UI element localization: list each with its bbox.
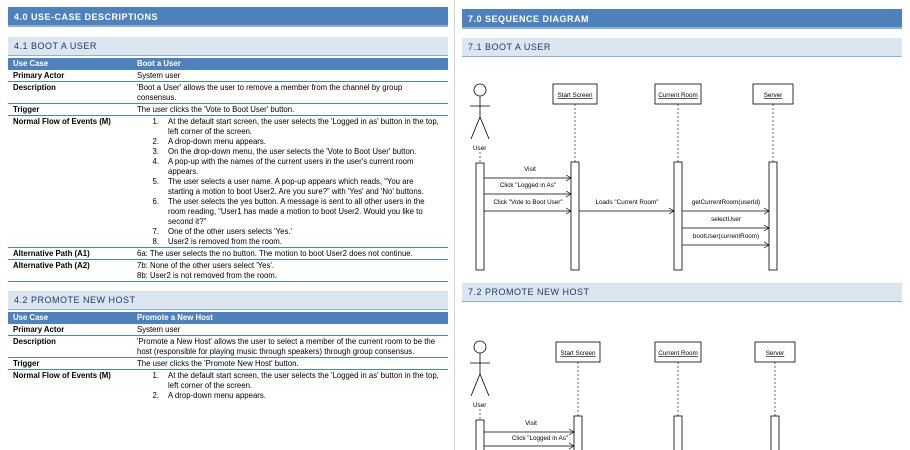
row-value: The user clicks the 'Promote New Host' button. <box>132 358 448 370</box>
activation-start-screen <box>571 162 579 270</box>
actor-label: User <box>473 145 487 152</box>
activation-current-room <box>674 416 682 450</box>
row-label: Primary Actor <box>8 324 132 336</box>
row-label: Normal Flow of Events (M) <box>8 370 132 402</box>
row-label: Use Case <box>8 312 132 324</box>
actor-label: User <box>473 402 487 409</box>
alt-path-line: 7b: None of the other users select 'Yes'. <box>137 260 275 270</box>
heading-boot-a-user: 4.1 BOOT A USER <box>8 37 448 56</box>
row-label: Trigger <box>8 358 132 370</box>
list-item: 2. A drop-down menu appears. <box>152 390 266 400</box>
row-label: Primary Actor <box>8 70 132 82</box>
row-label: Alternative Path (A2) <box>8 260 132 282</box>
actor-figure-icon <box>470 84 490 139</box>
list-item: 4. A pop-up with the names of the current users in the user's current room appears. <box>152 156 414 176</box>
activation-server <box>769 162 777 270</box>
table-row <box>8 358 448 370</box>
row-value: Boot a User <box>132 58 448 70</box>
message-label: Loads "Current Room" <box>595 199 659 206</box>
table-row <box>8 104 448 116</box>
sequence-diagram-promote-host <box>462 302 902 450</box>
list-item: 1. At the default start screen, the user selects the 'Logged in as' button in the top, left corner of the screen. <box>152 370 439 390</box>
use-case-table-promote-host <box>8 312 448 401</box>
list-item: 1. At the default start screen, the user selects the 'Logged in as' button in the top, left corner of the screen. <box>152 116 439 136</box>
table-row <box>8 370 448 402</box>
object-label-start-screen: Start Screen <box>557 92 593 99</box>
row-value: The user clicks the 'Vote to Boot User' button. <box>132 104 448 116</box>
table-row <box>8 70 448 82</box>
row-value: 'Promote a New Host' allows the user to select a member of the current room to be the host (responsible for playing music through speakers) through group consensus. <box>132 336 448 358</box>
use-case-table-boot-user <box>8 58 448 282</box>
message-label: selectUser <box>711 216 741 223</box>
table-row <box>8 312 448 324</box>
table-row <box>8 248 448 260</box>
message-label: getCurrentRoom(userId) <box>691 199 761 206</box>
row-value: Promote a New Host <box>132 312 448 324</box>
row-value <box>132 116 448 248</box>
section-title-use-cases: 4.0 USE-CASE DESCRIPTIONS <box>8 7 448 27</box>
table-row <box>8 260 448 282</box>
row-label: Description <box>8 82 132 104</box>
list-item: 6. The user selects the yes button. A message is sent to all other users in the room reading, “User1 has made a motion to boot User2. Would you like to second it?” <box>152 196 425 226</box>
row-value: 6a: The user selects the no button. The motion to boot User2 does not continue. <box>132 248 448 260</box>
message-label: bootUser(currentRoom) <box>692 233 760 240</box>
message-label: Visit <box>524 166 536 173</box>
flow-list <box>149 117 443 247</box>
activation-server <box>771 416 779 450</box>
actor-figure-icon <box>470 341 490 396</box>
table-row <box>8 116 448 248</box>
actor-activation <box>476 420 484 450</box>
object-label-server: Server <box>765 350 785 357</box>
object-label-current-room: Current Room <box>658 350 698 357</box>
row-value <box>132 370 448 402</box>
heading-promote-new-host: 4.2 PROMOTE NEW HOST <box>8 291 448 310</box>
table-row <box>8 336 448 358</box>
heading-diagram-boot-user: 7.1 BOOT A USER <box>462 38 902 57</box>
table-row <box>8 324 448 336</box>
row-label: Description <box>8 336 132 358</box>
alt-path-line: 8b: User2 is not removed from the room. <box>137 270 277 280</box>
object-label-server: Server <box>763 92 783 99</box>
actor-activation <box>476 163 484 270</box>
use-case-column <box>8 0 448 450</box>
column-divider <box>454 0 455 450</box>
row-value <box>132 260 448 282</box>
list-item: 3. On the drop-down menu, the user selects the 'Vote to Boot User' button. <box>152 146 417 156</box>
list-item: 8. User2 is removed from the room. <box>152 236 282 246</box>
activation-start-screen <box>574 416 582 450</box>
object-label-current-room: Current Room <box>658 92 698 99</box>
list-item: 2. A drop-down menu appears. <box>152 136 266 146</box>
message-label: Click "Vote to Boot User" <box>493 199 563 206</box>
flow-list <box>149 371 443 401</box>
list-item: 5. The user selects a user name. A pop-up appears which reads, “You are starting a motion to boot User2. Are you sure?” with 'Yes' and 'No' buttons. <box>152 176 424 196</box>
heading-diagram-promote-host: 7.2 PROMOTE NEW HOST <box>462 283 902 302</box>
row-label: Use Case <box>8 58 132 70</box>
table-row <box>8 58 448 70</box>
sequence-diagram-boot-user <box>462 57 902 277</box>
row-label: Trigger <box>8 104 132 116</box>
table-row <box>8 82 448 104</box>
message-label: Visit <box>525 420 537 427</box>
message-label: Click "Logged in As" <box>499 182 557 189</box>
section-title-sequence-diagram: 7.0 SEQUENCE DIAGRAM <box>462 9 902 29</box>
activation-current-room <box>674 162 682 270</box>
row-label: Normal Flow of Events (M) <box>8 116 132 248</box>
list-item: 7. One of the other users selects 'Yes.' <box>152 226 293 236</box>
row-label: Alternative Path (A1) <box>8 248 132 260</box>
sequence-diagram-column <box>462 0 902 450</box>
row-value: 'Boot a User' allows the user to remove a member from the channel by group consensus. <box>132 82 448 104</box>
row-value: System user <box>132 70 448 82</box>
object-label-start-screen: Start Screen <box>560 350 596 357</box>
message-label: Click "Logged in As" <box>511 435 569 442</box>
row-value: System user <box>132 324 448 336</box>
